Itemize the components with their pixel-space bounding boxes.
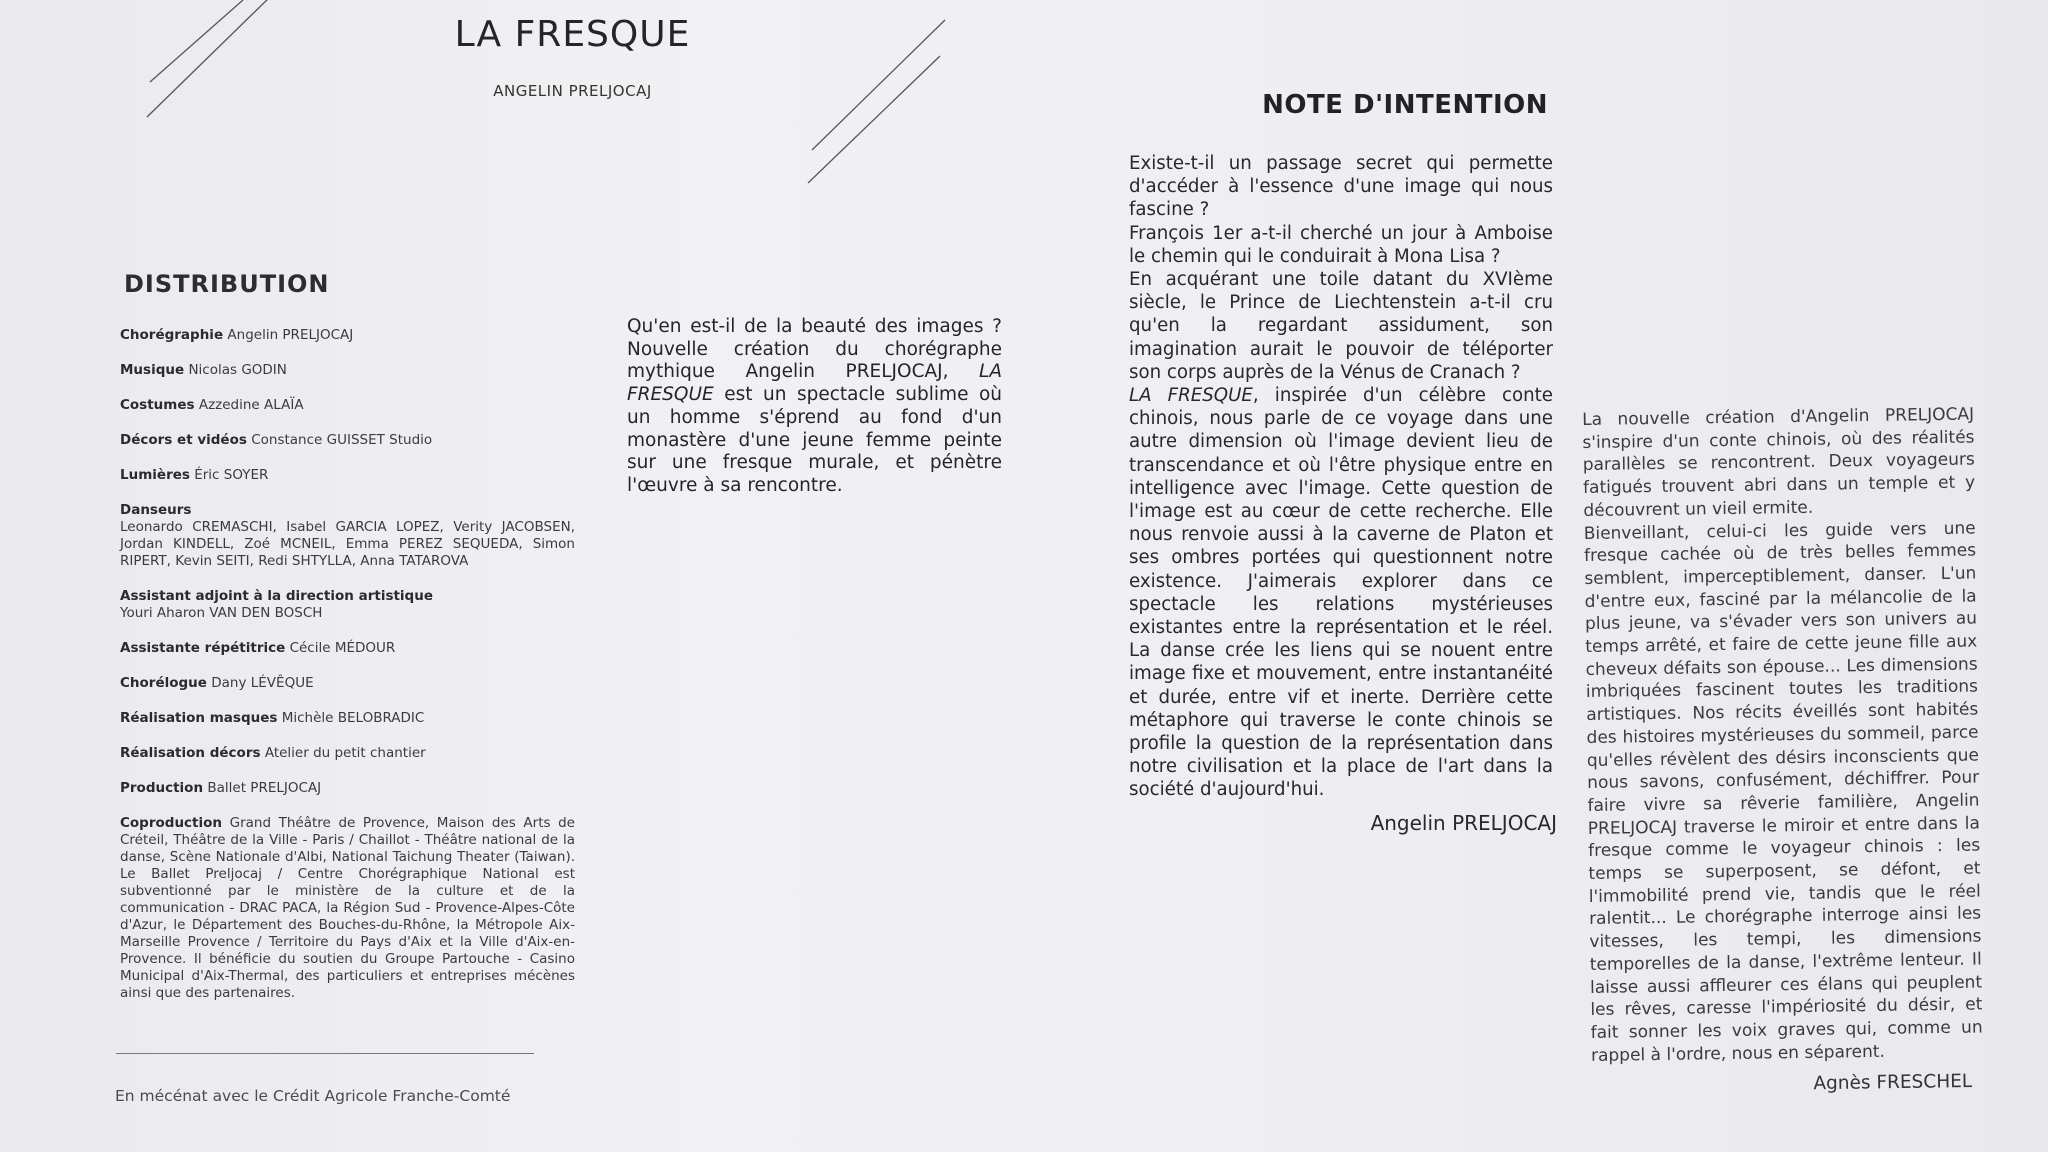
credit-role: Costumes bbox=[120, 397, 195, 413]
credit-dancers bbox=[120, 502, 575, 570]
page-title: LA FRESQUE bbox=[454, 14, 691, 55]
credit-masks bbox=[120, 710, 575, 727]
credit-role: Chorélogue bbox=[120, 675, 207, 691]
divider-line bbox=[116, 1053, 534, 1054]
note-signature: Angelin PRELJOCAJ bbox=[1370, 811, 1557, 835]
credit-name: Nicolas GODIN bbox=[188, 362, 287, 378]
credit-costumes bbox=[120, 397, 575, 414]
credit-rehearsal-assistant bbox=[120, 640, 575, 657]
credit-name: Leonardo CREMASCHI, Isabel GARCIA LOPEZ, Verity JACOBSEN, Jordan KINDELL, Zoé MCNEIL, Emma PEREZ SEQUEDA, Simon RIPERT, Kevin SEITI, Redi SHTYLLA, Anna TATAROVA bbox=[120, 519, 575, 569]
article-signature: Agnès FRESCHEL bbox=[1813, 1071, 1973, 1095]
credit-coproduction bbox=[120, 815, 575, 1002]
credit-name: Grand Théâtre de Provence, Maison des Arts de Créteil, Théâtre de la Ville - Paris / Chaillot - Théâtre national de la danse, Scène Nationale d'Albi, National Taichung Theater (Taiwan). Le Ballet Preljocaj / Centre Chorégraphique National est subventionné par le ministère de la culture et de la communication - DRAC PACA, la Région Sud - Provence-Alpes-Côte d'Azur, le Département des Bouches-du-Rhône, la Métropole Aix-Marseille Provence / Territoire du Pays d'Aix et la Ville d'Aix-en-Provence. Il bénéficie du soutien du Groupe Partouche - Casino Municipal d'Aix-Thermal, des particuliers et entreprises mécènes ainsi que des partenaires. bbox=[120, 815, 575, 1001]
credit-sets-videos bbox=[120, 432, 575, 449]
credit-name: Youri Aharon VAN DEN BOSCH bbox=[120, 605, 323, 621]
credit-role: Danseurs bbox=[120, 502, 192, 518]
credit-name: Angelin PRELJOCAJ bbox=[227, 327, 354, 343]
note-title: LA FRESQUE bbox=[1129, 385, 1253, 407]
article-body bbox=[1582, 404, 1983, 1068]
note-heading: NOTE D'INTENTION bbox=[1262, 90, 1548, 120]
credit-choreologist bbox=[120, 675, 575, 692]
credit-role: Coproduction bbox=[120, 815, 223, 831]
credit-role: Réalisation décors bbox=[120, 745, 261, 761]
credit-name: Azzedine ALAÏA bbox=[198, 397, 304, 413]
intro-paragraph bbox=[627, 316, 1002, 498]
page-subtitle: ANGELIN PRELJOCAJ bbox=[493, 82, 652, 100]
credit-name: Constance GUISSET Studio bbox=[251, 432, 433, 448]
credit-production bbox=[120, 780, 575, 797]
credit-role: Lumières bbox=[120, 467, 190, 483]
credit-role: Production bbox=[120, 780, 204, 796]
credit-name: Atelier du petit chantier bbox=[264, 745, 426, 761]
note-question: François 1er a-t-il cherché un jour à Amboise le chemin qui le conduirait à Mona Lisa ? bbox=[1129, 222, 1553, 267]
credit-choreography bbox=[120, 327, 575, 344]
credit-role: Chorégraphie bbox=[120, 327, 224, 343]
credit-set-making bbox=[120, 745, 575, 762]
credit-role: Réalisation masques bbox=[120, 710, 278, 726]
credit-lighting bbox=[120, 467, 575, 484]
credit-name: Ballet PRELJOCAJ bbox=[207, 780, 322, 796]
credit-role: Décors et vidéos bbox=[120, 432, 247, 448]
intro-title: LA FRESQUE bbox=[627, 361, 1002, 406]
distribution-heading: DISTRIBUTION bbox=[124, 270, 330, 298]
note-paragraph bbox=[1129, 384, 1553, 802]
article-paragraph: Bienveillant, celui-ci les guide vers une fresque cachée où de très belles femmes semblent, imperceptiblement, danser. L'un d'entre eux, fasciné par la mélancolie de la plus jeune, va s'évader vers son univers au temps arrêté, et faire de cette jeune fille aux cheveux défaits son épouse... Les dimensions imbriquées fascinent toutes les traditions artistiques. Nos récits éveillés sont habités des histoires mystérieuses du sommeil, parce qu'elles révèlent des désirs inconscients que nous savons, confusément, déchiffrer. Pour faire vivre sa rêverie familière, Angelin PRELJOCAJ traverse le miroir et entre dans la fresque comme le voyageur chinois : les temps se superposent, se défont, et l'immobilité prend vie, tandis que le réel ralentit... Le chorégraphe interroge ainsi les vitesses, les tempi, les dimensions temporelles de la danse, l'extrême lenteur. Il laisse aussi affleurer ces élans qui peuplent les rêves, caresse l'impériosité du désir, et fait sonner les voix graves qui, comme un rappel à l'ordre, nous en séparent. bbox=[1583, 518, 1983, 1066]
credit-name: Michèle BELOBRADIC bbox=[281, 710, 425, 726]
note-question: Existe-t-il un passage secret qui permette d'accéder à l'essence d'une image qui nous fascine ? bbox=[1129, 153, 1553, 221]
credit-name: Cécile MÉDOUR bbox=[289, 640, 396, 656]
note-question: En acquérant une toile datant du XVIème siècle, le Prince de Liechtenstein a-t-il cru qu'en la regardant assidument, son imagination aurait le pouvoir de téléporter son corps auprès de la Vénus de Cranach ? bbox=[1129, 269, 1553, 383]
note-body bbox=[1129, 152, 1553, 802]
article-paragraph: La nouvelle création d'Angelin PRELJOCAJ s'inspire d'un conte chinois, où des réalités parallèles se rencontrent. Deux voyageurs fatigués trouvent abri dans un temple et y découvrent un vieil ermite. bbox=[1582, 404, 1976, 521]
credit-artistic-assistant bbox=[120, 588, 575, 622]
intro-text-end: est un spectacle sublime où un homme s'éprend au fond d'un monastère d'une jeune femme peinte sur une fresque murale, et pénètre l'œuvre à sa rencontre. bbox=[627, 384, 1002, 496]
credit-music bbox=[120, 362, 575, 379]
sponsor-note: En mécénat avec le Crédit Agricole Franche-Comté bbox=[115, 1087, 511, 1105]
credit-name: Dany LÉVÊQUE bbox=[211, 675, 314, 691]
credit-role: Assistante répétitrice bbox=[120, 640, 286, 656]
credit-name: Éric SOYER bbox=[194, 467, 269, 483]
intro-text-start: Qu'en est-il de la beauté des images ? Nouvelle création du chorégraphe mythique Angelin PRELJOCAJ, bbox=[627, 316, 1002, 383]
credit-role: Musique bbox=[120, 362, 185, 378]
credits-list bbox=[120, 327, 575, 1020]
note-text: , inspirée d'un célèbre conte chinois, nous parle de ce voyage dans une autre dimension où l'image devient lieu de transcendance et où l'être physique entre en intelligence avec l'image. Cette question de l'image est au cœur de cette recherche. Elle nous renvoie aussi à la caverne de Platon et ses ombres portées qui questionnent notre existence. J'aimerais explorer dans ce spectacle les relations mystérieuses existantes entre la représentation et le réel. La danse crée les liens qui se nouent entre image fixe et mouvement, entre instantanéité et durée, entre vif et inerte. Derrière cette métaphore qui traverse le conte chinois se profile la question de la représentation dans notre civilisation et la place de l'art dans la société d'aujourd'hui. bbox=[1129, 385, 1553, 801]
credit-role: Assistant adjoint à la direction artistique bbox=[120, 588, 433, 604]
